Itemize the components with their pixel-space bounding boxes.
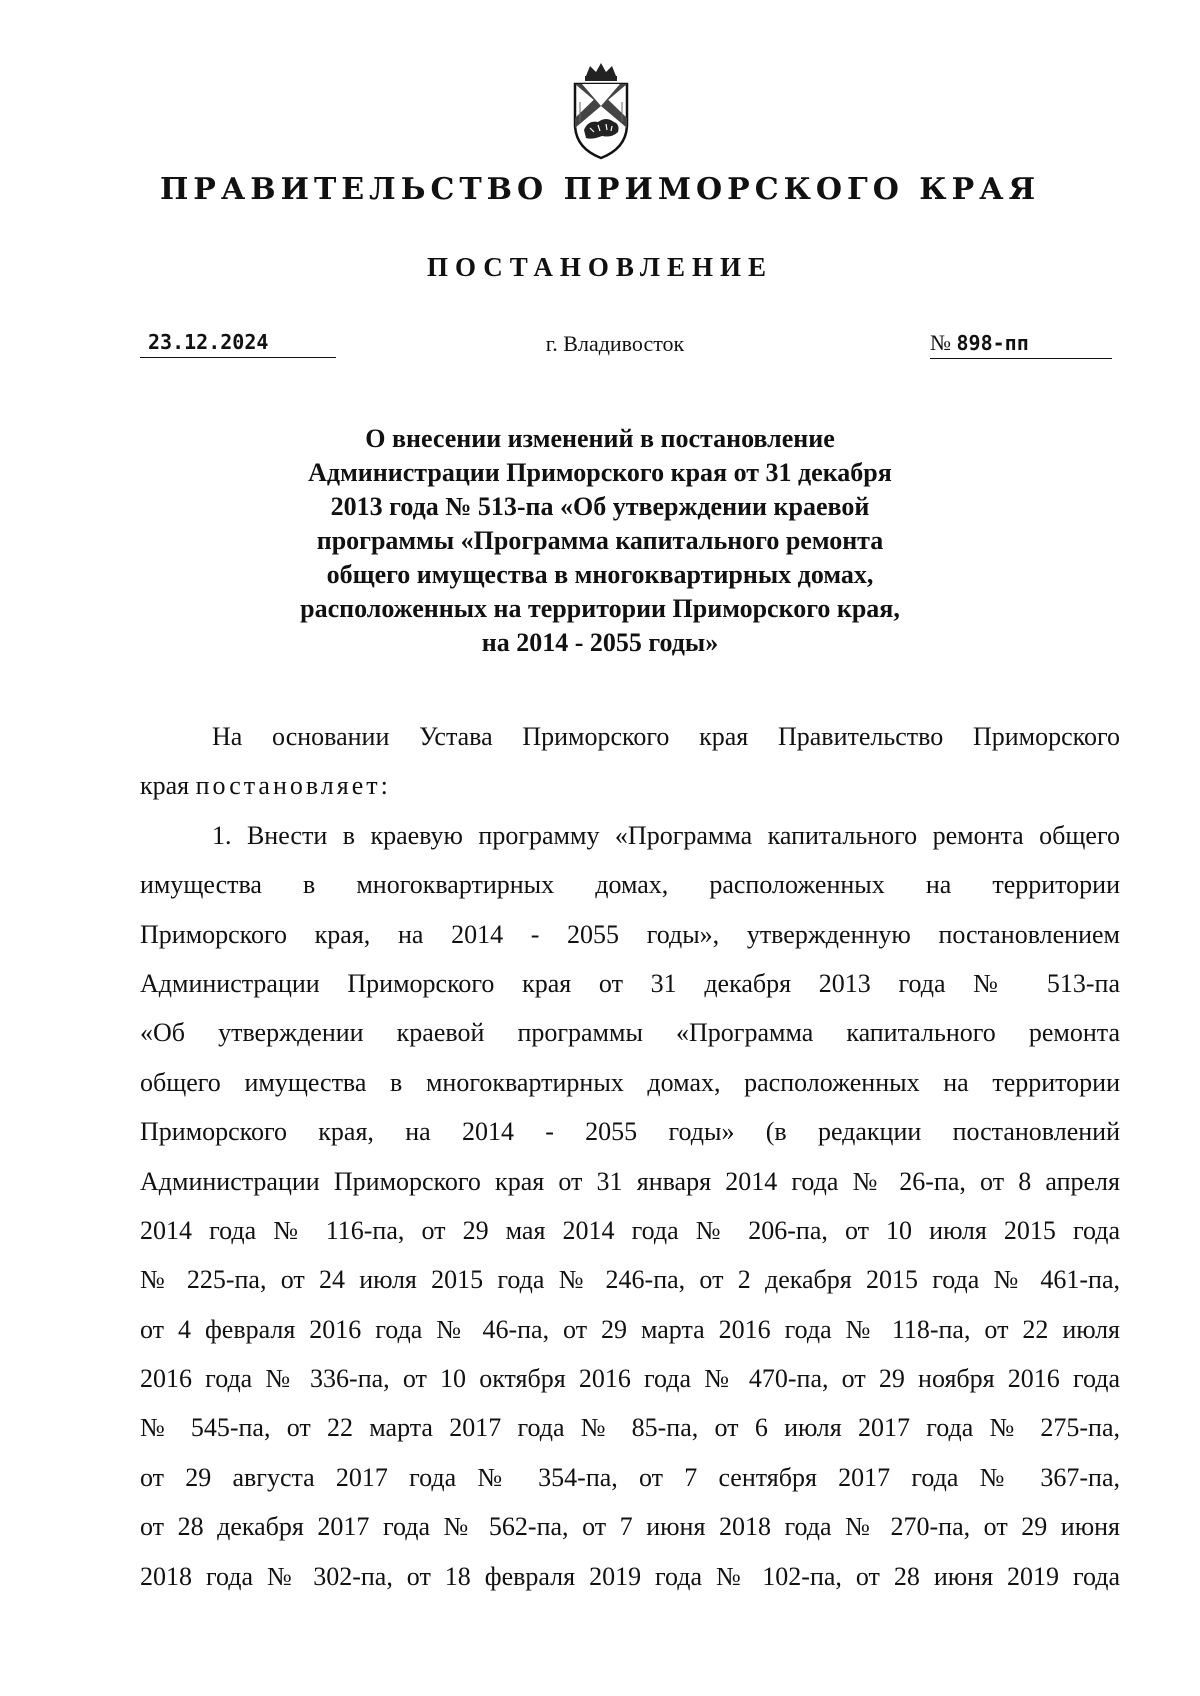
paragraph-line: 1. Внести в краевую программу «Программа капитального ремонта общего [212,820,1120,850]
paragraph-line: Приморского края, на 2014 - 2055 годы» (в редакции постановлений [140,1117,1120,1147]
paragraph-line: Администрации Приморского края от 31 января 2014 года № 26-па, от 8 апреля [140,1166,1120,1196]
subject-line: расположенных на территории Приморского края, [300,594,900,623]
paragraph-line: Администрации Приморского края от 31 декабря 2013 года № 513-па [140,968,1120,998]
document-city: г. Владивосток [545,331,685,356]
preamble-decree-word: постановляет: [195,771,391,801]
paragraph-line: имущества в многоквартирных домах, расположенных на территории [140,870,1120,900]
paragraph-line: № 225-па, от 24 июля 2015 года № 246-па, от 2 декабря 2015 года № 461-па, [140,1265,1120,1295]
primorsky-coat-of-arms-icon [572,62,630,160]
paragraph-line: «Об утверждении краевой программы «Программа капитального ремонта [140,1018,1120,1048]
subject-line: на 2014 - 2055 годы» [481,628,719,657]
preamble-line [140,761,1120,810]
document-number [930,330,1112,359]
number-value: 898-пп [956,331,1029,355]
subject-line: 2013 года № 513-па «Об утверждении краевой [330,492,870,521]
paragraph-line: от 4 февраля 2016 года № 46-па, от 29 марта 2016 года № 118-па, от 22 июля [140,1314,1120,1344]
paragraph-line: от 28 декабря 2017 года № 562-па, от 7 июня 2018 года № 270-па, от 29 июня [140,1512,1120,1542]
document-body [140,712,1120,1601]
paragraph-line: № 545-па, от 22 марта 2017 года № 85-па, от 6 июля 2017 года № 275-па, [140,1413,1120,1443]
paragraph-line: 2014 года № 116-па, от 29 мая 2014 года № 206-па, от 10 июля 2015 года [140,1215,1120,1245]
subject-line: Администрации Приморского края от 31 декабря [308,458,892,487]
government-title: ПРАВИТЕЛЬСТВО ПРИМОРСКОГО КРАЯ [159,172,1041,207]
document-subject [240,422,960,660]
document-type: ПОСТАНОВЛЕНИЕ [426,252,774,282]
preamble-line: На основании Устава Приморского края Правительство Приморского [212,722,1120,751]
preamble-text: края [140,771,190,801]
paragraph-line: Приморского края, на 2014 - 2055 годы», утвержденную постановлением [140,919,1120,949]
subject-line: общего имущества в многоквартирных домах, [326,560,874,589]
paragraph-line: 2018 года № 302-па, от 18 февраля 2019 года № 102-па, от 28 июня 2019 года [140,1561,1120,1591]
subject-line: программы «Программа капитального ремонта [316,526,884,555]
paragraph-line: 2016 года № 336-па, от 10 октября 2016 года № 470-па, от 29 ноября 2016 года [140,1364,1120,1394]
paragraph-line: общего имущества в многоквартирных домах, расположенных на территории [140,1067,1120,1097]
paragraph-line: от 29 августа 2017 года № 354-па, от 7 сентября 2017 года № 367-па, [140,1462,1120,1492]
subject-line: О внесении изменений в постановление [365,424,835,453]
document-date: 23.12.2024 [140,330,336,358]
number-prefix: № [930,330,951,355]
